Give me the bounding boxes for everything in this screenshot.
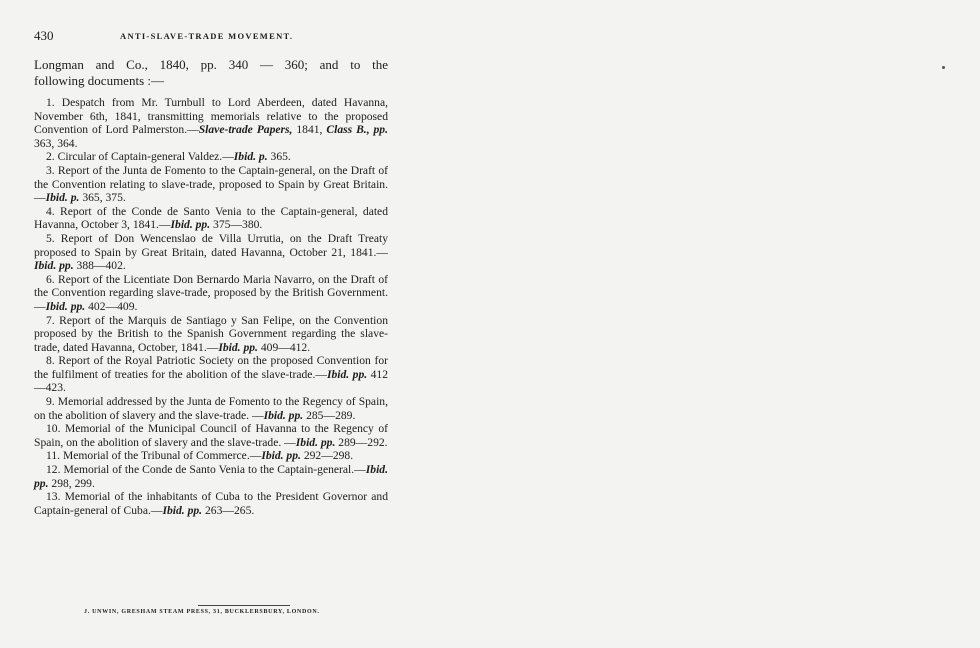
entry-text: 4. Report of the Conde de Santo Venia to the Captain-general, dated Havanna, October 3, 1841.— xyxy=(34,204,388,232)
document-list xyxy=(34,96,388,517)
entry-pages: 412—423. xyxy=(34,367,388,395)
entry-pages: 409—412. xyxy=(257,340,311,354)
entry-text: 8. Report of the Royal Patriotic Society on the proposed Convention for the fulfilment of treaties for the abolition of the slave-trade.— xyxy=(34,354,388,381)
entry-reference: Ibid. pp. xyxy=(34,463,388,490)
entry-text: 12. Memorial of the Conde de Santo Venia to the Captain-general.— xyxy=(46,463,366,477)
list-item xyxy=(34,314,388,355)
entry-text: 6. Report of the Licentiate Don Bernardo Maria Navarro, on the Draft of the Convention regarding slave-trade, proposed by the British Government.— xyxy=(34,272,388,313)
entry-pages: 263—265. xyxy=(202,503,255,517)
entry-text: 2. Circular of Captain-general Valdez.— xyxy=(46,150,234,164)
entry-reference: Ibid. p. xyxy=(45,191,80,205)
entry-text: 9. Memorial addressed by the Junta de Fomento to the Regency of Spain, on the abolition of slavery and the slave-trade. — xyxy=(34,395,388,422)
list-item xyxy=(34,422,388,449)
intro-paragraph xyxy=(34,57,388,89)
running-head: ANTI-SLAVE-TRADE MOVEMENT. xyxy=(120,31,294,41)
entry-pages: 402—409. xyxy=(85,299,138,313)
entry-pages: 365. xyxy=(267,150,291,164)
entry-reference: Ibid. p. xyxy=(233,150,268,164)
intro-line-1: Longman and Co., 1840, pp. 340 — 360; and to the xyxy=(34,57,388,72)
entry-pages: 365, 375. xyxy=(79,191,126,205)
list-item xyxy=(34,449,388,463)
list-item xyxy=(34,490,388,517)
entry-pages: 375—380. xyxy=(210,218,263,232)
scan-speck xyxy=(942,66,945,69)
page-number: 430 xyxy=(34,28,54,43)
entry-pages: 298, 299. xyxy=(48,476,95,490)
entry-text: 5. Report of Don Wencenslao de Villa Urrutia, on the Draft Treaty proposed to Spain by Great Britain, dated Havanna, October 21, 1841.— xyxy=(34,231,388,259)
intro-line-2: following documents :— xyxy=(34,73,164,88)
entry-reference: Slave-trade Papers, xyxy=(198,123,293,137)
entry-pages: 388—402. xyxy=(73,259,126,273)
list-item xyxy=(34,273,388,314)
entry-reference: Ibid. pp. xyxy=(34,259,74,273)
entry-text: 1. Despatch from Mr. Turnbull to Lord Aberdeen, dated Havanna, November 6th, 1841, transmitting memorials relative to the proposed Convention of Lord Palmerston.— xyxy=(34,96,388,137)
list-item xyxy=(34,164,388,205)
page-header xyxy=(34,28,394,44)
list-item xyxy=(34,395,388,422)
list-item xyxy=(34,463,388,490)
entry-reference: Ibid. pp. xyxy=(261,449,301,463)
entry-reference: Ibid. pp. xyxy=(295,435,336,449)
footer-rule xyxy=(198,605,290,606)
entry-reference: Ibid. pp. xyxy=(218,340,258,354)
entry-reference: Ibid. pp. xyxy=(170,218,211,232)
entry-pages: 363, 364. xyxy=(34,136,78,150)
list-item xyxy=(34,205,388,232)
entry-text: 7. Report of the Marquis de Santiago y San Felipe, on the Convention proposed by the British to the Spanish Government regarding the slave-trade, dated Havanna, October, 1841.— xyxy=(34,313,388,354)
entry-reference: Ibid. pp. xyxy=(326,367,368,381)
entry-pages: 285—289. xyxy=(303,408,356,422)
entry-reference: Class B., pp. xyxy=(326,123,388,137)
entry-pages: 289—292. xyxy=(335,435,388,449)
entry-reference: Ibid. pp. xyxy=(263,408,304,422)
entry-text: 13. Memorial of the inhabitants of Cuba to the President Governor and Captain-general of Cuba.— xyxy=(34,490,388,517)
entry-reference: Ibid. pp. xyxy=(162,503,203,517)
list-item xyxy=(34,232,388,273)
entry-text: 11. Memorial of the Tribunal of Commerce.— xyxy=(46,449,262,463)
list-item xyxy=(34,150,388,164)
list-item xyxy=(34,96,388,150)
printer-imprint: J. UNWIN, GRESHAM STEAM PRESS, 31, BUCKLERSBURY, LONDON. xyxy=(84,609,320,615)
entry-text: 10. Memorial of the Municipal Council of Havanna to the Regency of Spain, on the abolition of slavery and the slave-trade. — xyxy=(34,422,388,449)
list-item xyxy=(34,354,388,395)
entry-pages: 292—298. xyxy=(300,449,354,463)
entry-pages: 1841, xyxy=(292,123,327,137)
entry-text: 3. Report of the Junta de Fomento to the Captain-general, on the Draft of the Convention relating to slave-trade, proposed to Spain by Great Britain.— xyxy=(34,163,388,205)
entry-reference: Ibid. pp. xyxy=(45,299,86,313)
